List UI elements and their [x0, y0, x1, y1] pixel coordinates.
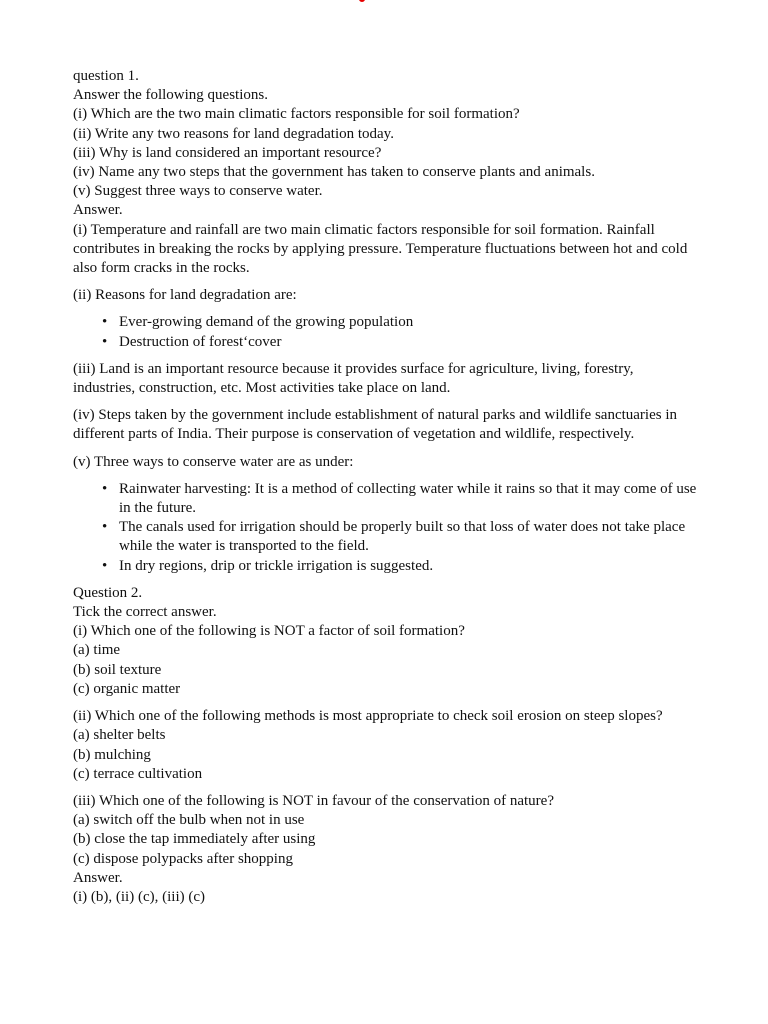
answer-v-intro: (v) Three ways to conserve water are as under:: [73, 453, 354, 470]
mcq-option: (a) switch off the bulb when not in use: [73, 812, 305, 829]
answer-key: (i) (b), (ii) (c), (iii) (c): [73, 888, 206, 905]
question2-heading: Question 2.: [73, 584, 143, 601]
answer-label: Answer.: [73, 202, 123, 219]
question1-item: (i) Which are the two main climatic factors responsible for soil formation?: [73, 106, 520, 123]
answer-label: Answer.: [73, 869, 123, 886]
mcq-option: (c) terrace cultivation: [73, 765, 203, 782]
mcq-question: (i) Which one of the following is NOT a factor of soil formation?: [73, 623, 465, 640]
list-item: • Ever-growing demand of the growing population: [119, 313, 698, 332]
mcq-question: (iii) Which one of the following is NOT in favour of the conservation of nature?: [73, 792, 554, 809]
answer-iii: (iii) Land is an important resource because it provides surface for agriculture, living, forestry, industries, construction, etc. Most activities take place on land.: [73, 360, 634, 397]
mcq-option: (b) mulching: [73, 746, 151, 763]
question1-item: (v) Suggest three ways to conserve water.: [73, 183, 323, 200]
list-item: • In dry regions, drip or trickle irrigation is suggested.: [119, 557, 698, 576]
answer-ii-list: [73, 313, 698, 351]
answer-v-list: [73, 480, 698, 576]
question1-item: (iv) Name any two steps that the government has taken to conserve plants and animals.: [73, 164, 595, 181]
mcq-option: (a) time: [73, 642, 121, 659]
mcq-question: (ii) Which one of the following methods is most appropriate to check soil erosion on steep slopes?: [73, 708, 663, 725]
list-item: • Destruction of forest‘cover: [119, 333, 698, 352]
answer-i: (i) Temperature and rainfall are two main climatic factors responsible for soil formation. Rainfall contributes in breaking the rocks by applying pressure. Temperature fluctuations between hot and cold also form cracks in the rocks.: [73, 221, 688, 277]
mcq-option: (c) dispose polypacks after shopping: [73, 850, 293, 867]
answer-iv: (iv) Steps taken by the government include establishment of natural parks and wildlife sanctuaries in different parts of India. Their purpose is conservation of vegetation and wildlife, respectively.: [73, 407, 677, 443]
list-item: • Rainwater harvesting: It is a method of collecting water while it rains so that it may come of use in the future.: [119, 480, 698, 518]
question1-instruction: Answer the following questions.: [73, 87, 268, 104]
mcq-option: (b) soil texture: [73, 661, 162, 678]
top-red-mark: [359, 0, 365, 2]
question2-instruction: Tick the correct answer.: [73, 604, 217, 621]
mcq-option: (b) close the tap immediately after using: [73, 831, 316, 848]
question1-item: (iii) Why is land considered an important resource?: [73, 144, 382, 161]
question1-item: (ii) Write any two reasons for land degradation today.: [73, 125, 394, 142]
mcq-option: (a) shelter belts: [73, 727, 166, 744]
question1-heading: question 1.: [73, 68, 139, 84]
document-body: [73, 67, 698, 907]
mcq-option: (c) organic matter: [73, 680, 181, 697]
answer-ii-intro: (ii) Reasons for land degradation are:: [73, 287, 297, 304]
list-item: • The canals used for irrigation should be properly built so that loss of water does not take place while the water is transported to the field.: [119, 518, 698, 556]
